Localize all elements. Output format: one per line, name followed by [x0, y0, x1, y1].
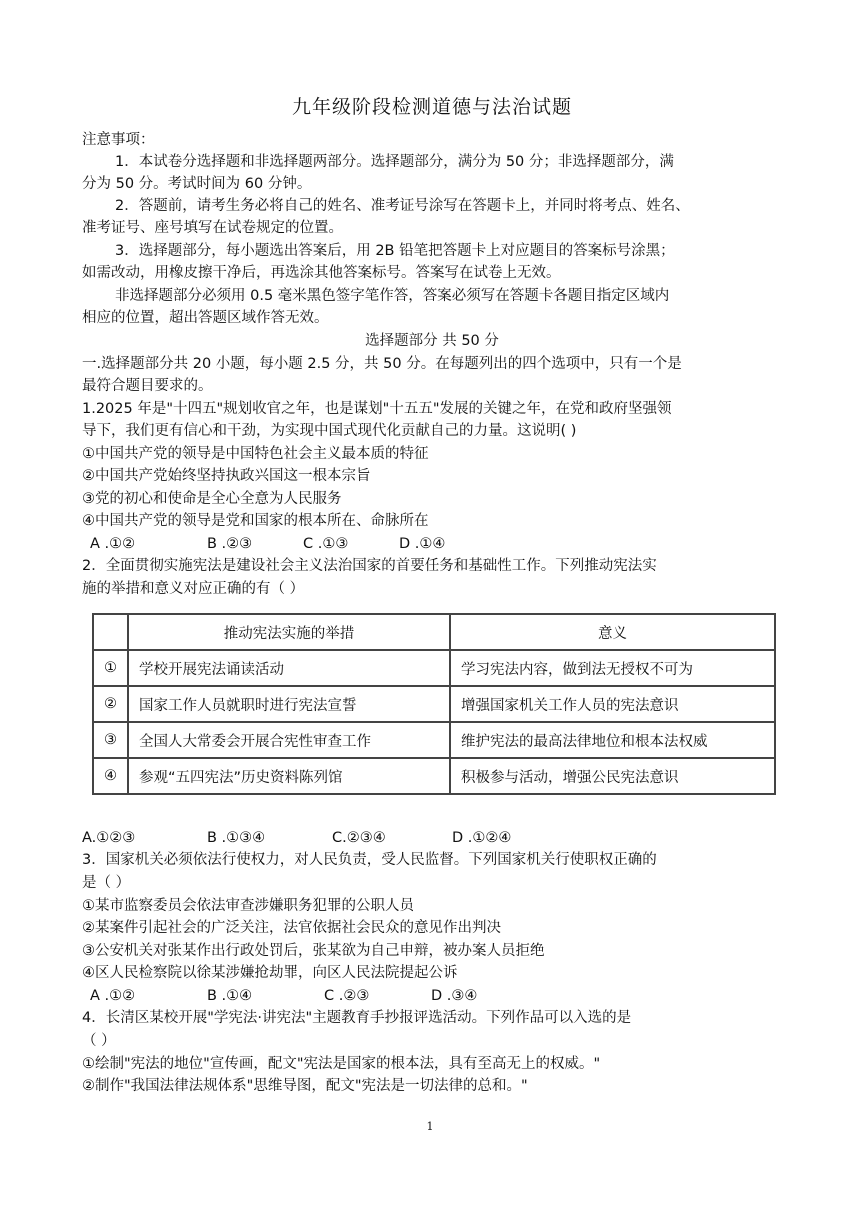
question-1-item: ③党的初心和使命是全心全意为人民服务 [82, 491, 342, 507]
notice-line: 准考证号、座号填写在试卷规定的位置。 [82, 220, 343, 236]
notice-heading: 注意事项： [82, 132, 155, 148]
notice-line: 1．本试卷分选择题和非选择题两部分。选择题部分，满分为 50 分；非选择题部分，满 [115, 154, 674, 170]
table-cell: 学校开展宪法诵读活动 [128, 650, 450, 686]
table-cell: ① [93, 650, 128, 686]
table-cell: 学习宪法内容，做到法无授权不可为 [450, 650, 775, 686]
option-c: C .①③ [303, 536, 349, 552]
question-3-stem: 是（ ） [82, 875, 131, 891]
question-4-item: ①绘制"宪法的地位"宣传画，配文"宪法是国家的根本法，具有至高无上的权威。" [82, 1056, 601, 1072]
question-2-stem: 2．全面贯彻实施宪法是建设社会主义法治国家的首要任务和基础性工作。下列推动宪法实 [82, 558, 657, 574]
option-b: B .②③ [207, 536, 253, 552]
table-cell: 参观“五四宪法”历史资料陈列馆 [128, 758, 450, 794]
table-header-row [93, 614, 775, 650]
notice-line: 如需改动，用橡皮擦干净后，再选涂其他答案标号。答案写在试卷上无效。 [82, 265, 561, 281]
table-cell: 维护宪法的最高法律地位和根本法权威 [450, 722, 775, 758]
option-b: B .①③④ [207, 830, 266, 846]
section-intro: 最符合题目要求的。 [82, 378, 213, 394]
question-1-item: ②中国共产党始终坚持执政兴国这一根本宗旨 [82, 468, 371, 484]
option-c: C.②③④ [332, 830, 386, 846]
option-d: D .①②④ [452, 830, 512, 846]
table-cell: 国家工作人员就职时进行宪法宣誓 [128, 686, 450, 722]
page-title: 九年级阶段检测道德与法治试题 [291, 96, 572, 118]
question-4-stem: 4．长清区某校开展"学宪法·讲宪法"主题教育手抄报评选活动。下列作品可以入选的是 [82, 1010, 632, 1026]
table-row [93, 722, 775, 758]
table-cell: 增强国家机关工作人员的宪法意识 [450, 686, 775, 722]
question-1-stem: 导下，我们更有信心和干劲，为实现中国式现代化贡献自己的力量。这说明( ) [82, 423, 577, 439]
question-1-stem: 1.2025 年是"十四五"规划收官之年，也是谋划"十五五"发展的关键之年，在党和政府坚强领 [82, 401, 672, 417]
table-row [93, 758, 775, 794]
table-cell: 积极参与活动，增强公民宪法意识 [450, 758, 775, 794]
question-3-options [82, 985, 477, 1007]
question-1-item: ①中国共产党的领导是中国特色社会主义最本质的特征 [82, 446, 429, 462]
question-3-item: ③公安机关对张某作出行政处罚后，张某欲为自己申辩，被办案人员拒绝 [82, 943, 545, 959]
option-a: A.①②③ [82, 830, 136, 846]
option-c: C .②③ [324, 988, 370, 1004]
table-header-cell [93, 614, 128, 650]
question-4-item: ②制作"我国法律法规体系"思维导图，配文"宪法是一切法律的总和。" [82, 1078, 528, 1094]
option-d: D .①④ [399, 536, 446, 552]
notice-line: 2．答题前，请考生务必将自己的姓名、准考证号涂写在答题卡上，并同时将考点、姓名、 [115, 198, 690, 214]
table-header-cell: 推动宪法实施的举措 [128, 614, 450, 650]
option-d: D .③④ [431, 988, 478, 1004]
table-header-cell: 意义 [450, 614, 775, 650]
option-b: B .①④ [207, 988, 253, 1004]
measures-table [92, 613, 776, 795]
notice-line: 非选择题部分必须用 0.5 毫米黑色签字笔作答，答案必须写在答题卡各题目指定区域内 [115, 288, 670, 304]
notice-line: 分为 50 分。考试时间为 60 分钟。 [82, 176, 312, 192]
question-3-stem: 3．国家机关必须依法行使权力，对人民负责，受人民监督。下列国家机关行使职权正确的 [82, 852, 657, 868]
question-1-options [82, 533, 445, 555]
option-a: A .①② [90, 536, 136, 552]
table-cell: 全国人大常委会开展合宪性审查工作 [128, 722, 450, 758]
section-intro: 一.选择题部分共 20 小题，每小题 2.5 分，共 50 分。在每题列出的四个选项中，只有一个是 [82, 356, 682, 372]
question-3-item: ④区人民检察院以徐某涉嫌抢劫罪，向区人民法院提起公诉 [82, 965, 458, 981]
section-heading: 选择题部分 共 50 分 [365, 333, 499, 349]
question-2-options [82, 827, 511, 849]
table-row [93, 686, 775, 722]
question-3-item: ①某市监察委员会依法审查涉嫌职务犯罪的公职人员 [82, 898, 414, 914]
question-2-stem: 施的举措和意义对应正确的有（ ） [82, 581, 305, 597]
table-row [93, 650, 775, 686]
table-cell: ③ [93, 722, 128, 758]
option-a: A .①② [90, 988, 136, 1004]
table-cell: ② [93, 686, 128, 722]
notice-line: 相应的位置，超出答题区域作答无效。 [82, 310, 329, 326]
question-4-stem: （ ） [82, 1033, 116, 1049]
notice-line: 3．选择题部分，每小题选出答案后，用 2B 铅笔把答题卡上对应题目的答案标号涂黑； [115, 243, 675, 259]
table-cell: ④ [93, 758, 128, 794]
page-number: 1 [426, 1120, 434, 1133]
question-1-item: ④中国共产党的领导是党和国家的根本所在、命脉所在 [82, 513, 429, 529]
question-3-item: ②某案件引起社会的广泛关注，法官依据社会民众的意见作出判决 [82, 920, 501, 936]
